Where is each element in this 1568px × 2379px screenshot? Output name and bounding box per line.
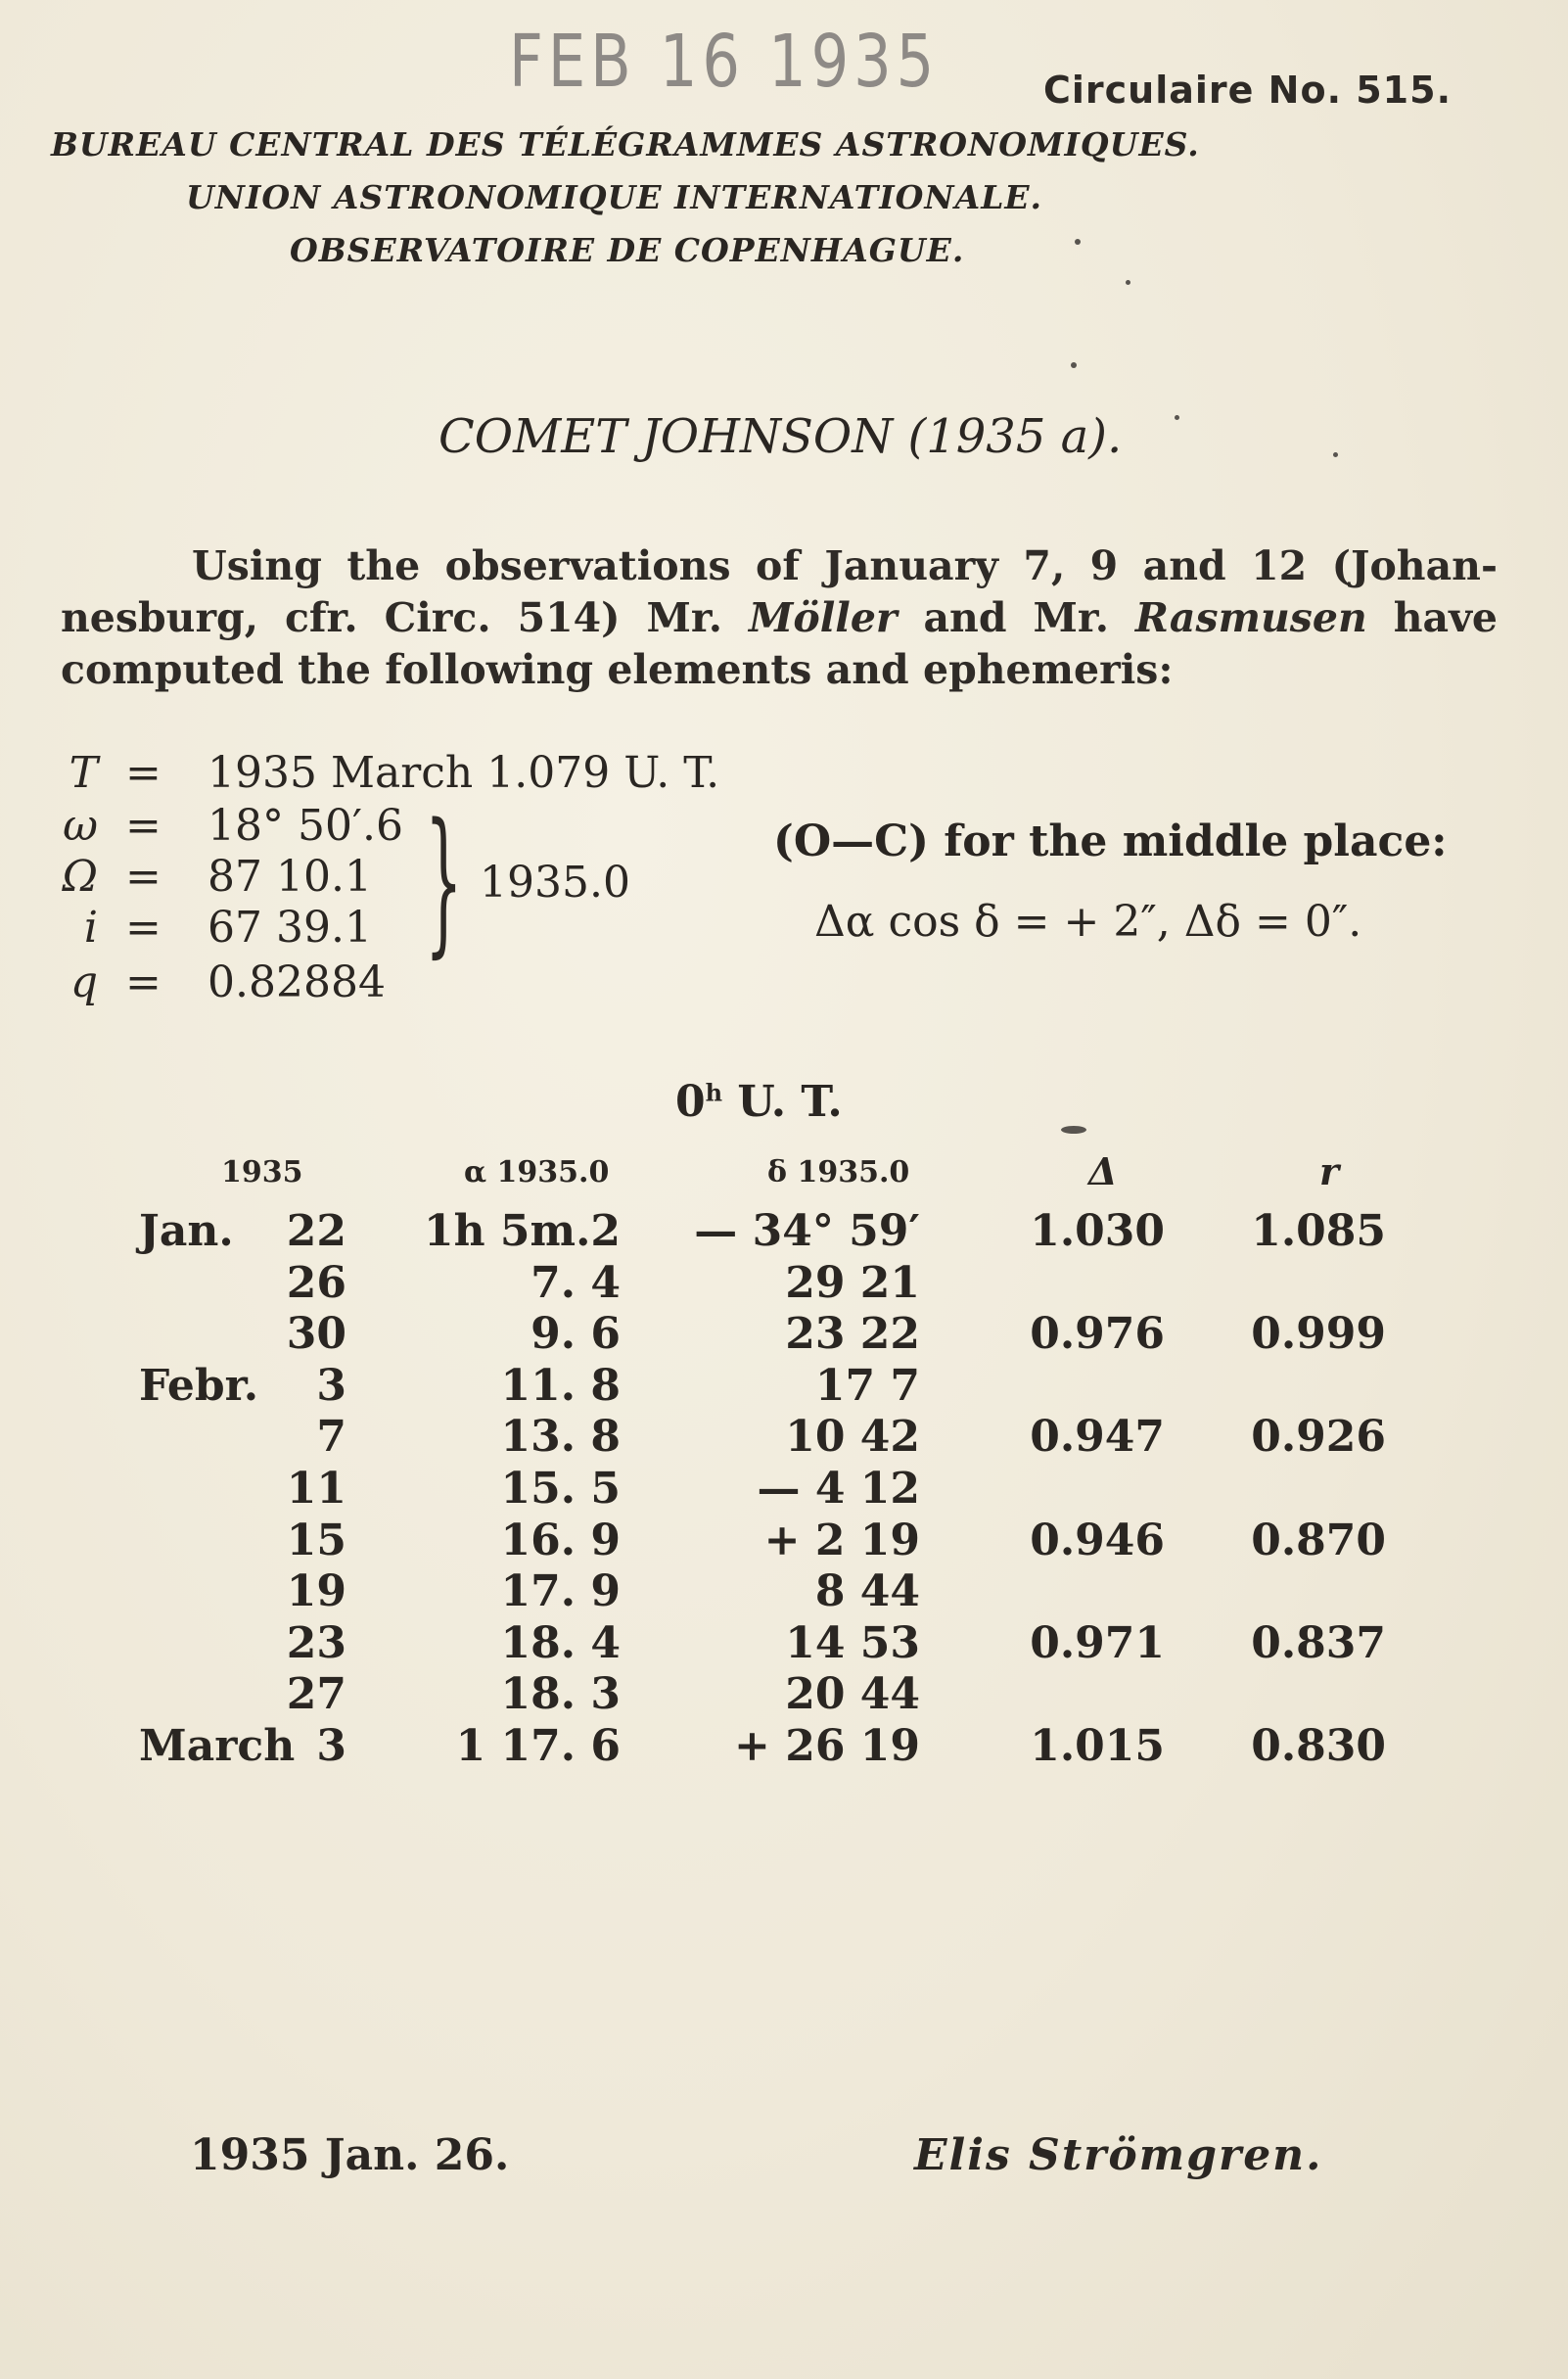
col-header-dec: δ 1935.0 [767,1155,910,1190]
col-header-delta: Δ [1088,1149,1118,1193]
ephemeris-ra: 13. 8 [500,1412,621,1462]
ephemeris-dec: 14 53 [785,1618,920,1668]
ephemeris-delta: 0.946 [1030,1516,1165,1565]
ephemeris-ra: 1 17. 6 [455,1721,621,1771]
element-equals: = [125,903,161,953]
header-union: UNION ASTRONOMIQUE INTERNATIONALE. [186,178,1043,216]
ephemeris-day: 3 [316,1721,346,1771]
ephemeris-r: 0.830 [1251,1721,1386,1771]
intro-line-3: computed the following elements and ephemeris: [61,646,1174,693]
ephemeris-ra: 9. 6 [530,1309,621,1359]
element-symbol: T [69,748,98,798]
ephemeris-ra: 15. 5 [500,1464,621,1514]
ephemeris-delta: 0.971 [1030,1618,1165,1668]
ephemeris-r: 0.926 [1251,1412,1386,1462]
speck [1333,452,1338,457]
ephemeris-delta: 1.030 [1030,1206,1165,1256]
element-equals: = [125,957,161,1007]
comet-title: COMET JOHNSON (1935 a). [438,409,1123,464]
element-row [39,801,724,854]
ephemeris-dec: + 26 19 [734,1721,920,1771]
ephemeris-day: 3 [316,1361,346,1411]
ephemeris-ra: 7. 4 [530,1258,621,1308]
ephemeris-delta: 1.015 [1030,1721,1165,1771]
ephemeris-ra: 1h 5m.2 [423,1206,621,1256]
header-observatory: OBSERVATOIRE DE COPENHAGUE. [290,231,965,269]
ephemeris-r: 0.870 [1251,1516,1386,1565]
received-date-stamp: FEB 16 1935 [509,20,940,104]
ephemeris-day: 26 [286,1258,346,1308]
col-header-r: r [1319,1149,1340,1193]
element-symbol: ω [63,801,98,851]
element-value: 67 39.1 [208,903,372,953]
element-equals: = [125,748,161,798]
ephemeris-day: 11 [286,1464,346,1514]
issue-date: 1935 Jan. 26. [190,2130,510,2180]
ephemeris-dec: 17 7 [814,1361,920,1411]
ephemeris-month: March [139,1721,296,1771]
speck [1175,415,1179,420]
elements-epoch: 1935.0 [480,858,630,908]
ephemeris-day: 30 [286,1309,346,1359]
signature: Elis Strömgren. [914,2130,1323,2180]
element-equals: = [125,801,161,851]
element-row [39,957,724,1010]
ephemeris-delta: 0.976 [1030,1309,1165,1359]
speck [1061,1126,1086,1134]
computer-name-2: Rasmusen [1134,594,1367,641]
ephemeris-day: 22 [286,1206,346,1256]
col-header-year: 1935 [221,1155,303,1190]
ephemeris-ra: 11. 8 [500,1361,621,1411]
ephemeris-ra: 18. 4 [500,1618,621,1668]
ephemeris-ra: 17. 9 [500,1566,621,1616]
ephemeris-r: 1.085 [1251,1206,1386,1256]
computer-name-1: Möller [748,594,898,641]
speck [1071,362,1077,368]
ephemeris-dec: 29 21 [785,1258,920,1308]
element-value: 87 10.1 [208,852,372,902]
ephemeris-r: 0.999 [1251,1309,1386,1359]
speck [1126,280,1130,285]
ephemeris-day: 23 [286,1618,346,1668]
ephemeris-ra: 16. 9 [500,1516,621,1565]
oc-value: Δα cos δ = + 2″, Δδ = 0″. [814,897,1362,947]
element-symbol: q [69,957,98,1007]
ephemeris-day: 27 [286,1669,346,1719]
col-header-ra: α 1935.0 [464,1155,610,1190]
intro-paragraph [61,540,1498,696]
ephemeris-r: 0.837 [1251,1618,1386,1668]
ephemeris-dec: + 2 19 [763,1516,920,1565]
element-symbol: i [83,903,98,953]
ephemeris-dec: 10 42 [785,1412,920,1462]
element-equals: = [125,852,161,902]
circular-number: Circulaire No. 515. [1043,69,1452,112]
ephemeris-day: 15 [286,1516,346,1565]
ephemeris-day: 7 [316,1412,346,1462]
ephemeris-ra: 18. 3 [500,1669,621,1719]
intro-line-1: Using the observations of January 7, 9 and 12 (Johan- [192,542,1498,589]
element-value: 18° 50′.6 [208,801,403,851]
oc-label: (O—C) for the middle place: [773,816,1448,866]
speck [1075,239,1081,245]
header-bureau: BUREAU CENTRAL DES TÉLÉGRAMMES ASTRONOMIQUES. [51,125,1200,163]
ephemeris-day: 19 [286,1566,346,1616]
element-row [39,748,724,801]
epoch-brace: } [425,789,463,972]
element-value: 1935 March 1.079 U. T. [208,748,720,798]
ephemeris-dec: — 34° 59′ [694,1206,920,1256]
ephemeris-delta: 0.947 [1030,1412,1165,1462]
element-row [39,903,724,956]
ephemeris-month: Febr. [139,1361,259,1411]
ephemeris-month: Jan. [139,1206,234,1256]
ephemeris-time-base: 0$^h$ U. T. [675,1077,843,1127]
element-value: 0.82884 [208,957,386,1007]
ephemeris-dec: 20 44 [785,1669,920,1719]
ephemeris-dec: — 4 12 [757,1464,920,1514]
element-symbol: Ω [62,852,98,902]
ephemeris-dec: 23 22 [785,1309,920,1359]
ephemeris-dec: 8 44 [814,1566,920,1616]
intro-line-2: nesburg, cfr. Circ. 514) Mr. Möller and Mr. Rasmusen have [61,594,1498,641]
